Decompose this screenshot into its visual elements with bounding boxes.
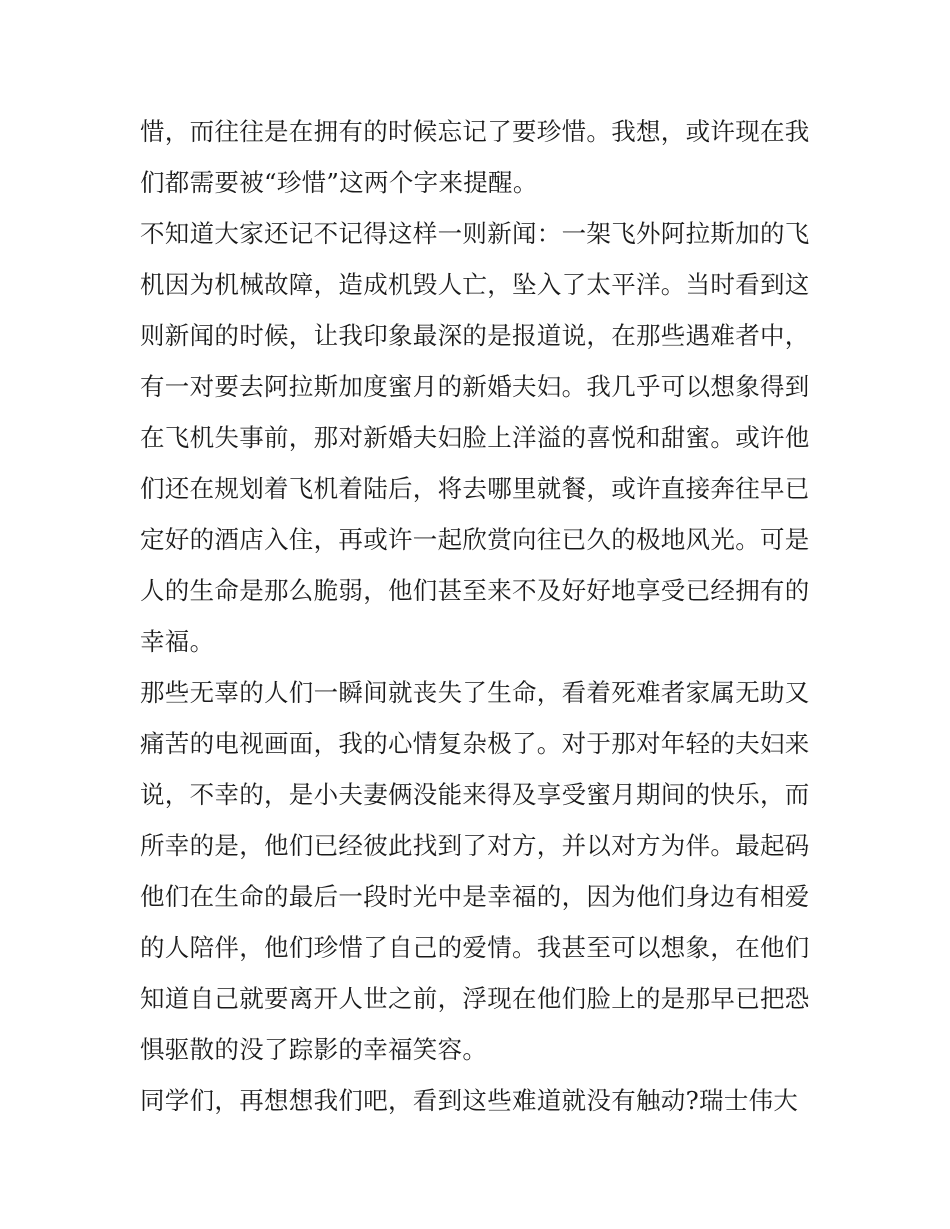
- text-line: 说，不幸的，是小夫妻俩没能来得及享受蜜月期间的快乐，而: [140, 780, 810, 809]
- text-line: 有一对要去阿拉斯加度蜜月的新婚夫妇。我几乎可以想象得到: [140, 372, 810, 401]
- text-line: 幸福。: [140, 627, 215, 656]
- text-line: 痛苦的电视画面，我的心情复杂极了。对于那对年轻的夫妇来: [140, 729, 810, 758]
- text-line: 们都需要被“珍惜”这两个字来提醒。: [140, 168, 538, 197]
- text-line: 在飞机失事前，那对新婚夫妇脸上洋溢的喜悦和甜蜜。或许他: [140, 423, 810, 452]
- text-line: 定好的酒店入住，再或许一起欣赏向往已久的极地风光。可是: [140, 525, 810, 554]
- text-line: 的人陪伴，他们珍惜了自己的爱情。我甚至可以想象，在他们: [140, 933, 810, 962]
- text-line: 们还在规划着飞机着陆后，将去哪里就餐，或许直接奔往早已: [140, 474, 810, 503]
- text-line: 不知道大家还记不记得这样一则新闻：一架飞外阿拉斯加的飞: [140, 219, 810, 248]
- text-line: 惜，而往往是在拥有的时候忘记了要珍惜。我想，或许现在我: [140, 117, 810, 146]
- text-line: 机因为机械故障，造成机毁人亡，坠入了太平洋。当时看到这: [140, 270, 810, 299]
- text-line: 那些无辜的人们一瞬间就丧失了生命，看着死难者家属无助又: [140, 678, 810, 707]
- text-line: 知道自己就要离开人世之前，浮现在他们脸上的是那早已把恐: [140, 984, 810, 1013]
- text-line: 惧驱散的没了踪影的幸福笑容。: [140, 1035, 488, 1064]
- text-line: 他们在生命的最后一段时光中是幸福的，因为他们身边有相爱: [140, 882, 810, 911]
- text-line: 人的生命是那么脆弱，他们甚至来不及好好地享受已经拥有的: [140, 576, 810, 605]
- text-line: 所幸的是，他们已经彼此找到了对方，并以对方为伴。最起码: [140, 831, 810, 860]
- text-line: 则新闻的时候，让我印象最深的是报道说，在那些遇难者中，: [140, 321, 810, 350]
- text-line: 同学们，再想想我们吧，看到这些难道就没有触动?瑞士伟大: [140, 1086, 799, 1115]
- document-body: [140, 106, 820, 1126]
